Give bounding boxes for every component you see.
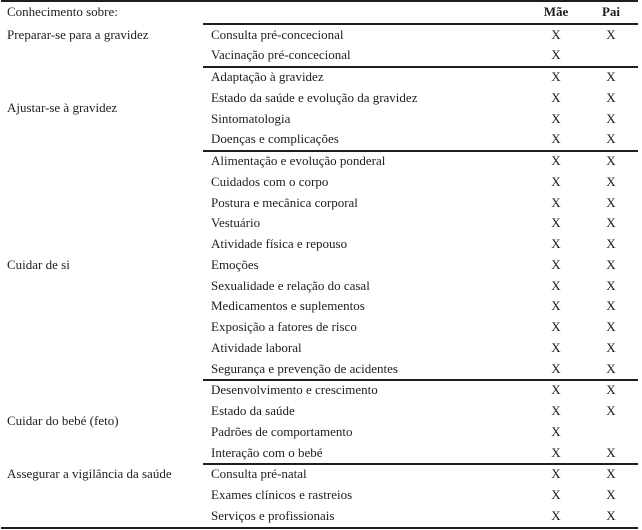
table-row bbox=[0, 45, 642, 66]
topic-cell: Sexualidade e relação do casal bbox=[211, 277, 370, 293]
table-row bbox=[0, 172, 642, 193]
header-row bbox=[0, 2, 642, 23]
topic-cell: Estado da saúde e evolução da gravidez bbox=[211, 89, 418, 105]
pai-mark: X bbox=[606, 26, 616, 42]
topic-cell: Consulta pré-natal bbox=[211, 466, 307, 482]
mae-mark: X bbox=[551, 236, 561, 251]
table-row bbox=[0, 276, 642, 297]
pai-mark: X bbox=[606, 215, 616, 231]
pai-mark: X bbox=[606, 69, 616, 84]
mae-mark: X bbox=[551, 444, 561, 460]
category-label: Cuidar do bebé (feto) bbox=[7, 413, 119, 429]
pai-mark: X bbox=[606, 319, 616, 334]
pai-mark: X bbox=[606, 403, 616, 418]
topic-cell: Estado da saúde bbox=[211, 403, 295, 418]
topic-cell: Vacinação pré-concecional bbox=[211, 47, 351, 63]
mae-mark: X bbox=[551, 507, 561, 523]
topic-cell: Desenvolvimento e crescimento bbox=[211, 382, 378, 398]
header-label: Conhecimento sobre: bbox=[7, 4, 118, 19]
mae-mark: X bbox=[551, 256, 561, 272]
pai-mark: X bbox=[606, 131, 616, 147]
mae-mark: X bbox=[551, 110, 561, 126]
category-label: Assegurar a vigilância da saúde bbox=[7, 466, 172, 482]
topic-cell: Exposição a fatores de risco bbox=[211, 319, 357, 334]
topic-cell: Cuidados com o corpo bbox=[211, 173, 329, 189]
pai-mark: X bbox=[606, 173, 616, 189]
table-row bbox=[0, 380, 642, 401]
mae-mark: X bbox=[551, 466, 561, 482]
category-label: Ajustar-se à gravidez bbox=[7, 100, 118, 116]
mae-mark: X bbox=[551, 360, 561, 376]
mae-mark: X bbox=[551, 69, 561, 84]
category-row bbox=[0, 255, 200, 276]
mae-mark: X bbox=[551, 277, 561, 293]
mae-mark: X bbox=[551, 131, 561, 147]
table-row bbox=[0, 151, 642, 172]
pai-mark: X bbox=[606, 382, 616, 398]
topic-cell: Atividade física e repouso bbox=[211, 236, 348, 251]
pai-mark: X bbox=[606, 298, 616, 314]
topic-cell: Doenças e complicações bbox=[211, 131, 339, 147]
mae-mark: X bbox=[551, 215, 561, 231]
topic-cell: Exames clínicos e rastreios bbox=[211, 487, 353, 502]
mae-mark: X bbox=[551, 89, 561, 105]
category-label: Cuidar de si bbox=[7, 256, 70, 272]
mae-mark: X bbox=[551, 47, 561, 63]
table-row bbox=[0, 485, 642, 506]
topic-cell: Postura e mecânica corporal bbox=[211, 194, 358, 210]
mae-mark: X bbox=[551, 319, 561, 334]
category-row bbox=[0, 464, 200, 485]
header-col-mae: Mãe bbox=[543, 4, 569, 19]
table-row bbox=[0, 359, 642, 380]
category-label: Preparar-se para a gravidez bbox=[7, 26, 149, 42]
pai-mark: X bbox=[606, 110, 616, 126]
pai-mark: X bbox=[606, 360, 616, 376]
topic-cell: Padrões de comportamento bbox=[211, 423, 353, 439]
table-row bbox=[0, 234, 642, 255]
mae-mark: X bbox=[551, 339, 561, 355]
pai-mark: X bbox=[606, 466, 616, 482]
pai-mark: X bbox=[606, 89, 616, 105]
pai-mark: X bbox=[606, 236, 616, 251]
topic-cell: Consulta pré-concecional bbox=[211, 26, 344, 42]
topic-cell: Medicamentos e suplementos bbox=[211, 298, 365, 314]
mae-mark: X bbox=[551, 403, 561, 418]
pai-mark: X bbox=[606, 339, 616, 355]
category-row bbox=[0, 25, 200, 46]
topic-cell: Alimentação e evolução ponderal bbox=[211, 153, 386, 168]
mae-mark: X bbox=[551, 487, 561, 502]
mae-mark: X bbox=[551, 153, 561, 168]
pai-mark: X bbox=[606, 507, 616, 523]
pai-mark: X bbox=[606, 487, 616, 502]
topic-cell: Atividade laboral bbox=[211, 339, 302, 355]
topic-cell: Adaptação à gravidez bbox=[211, 69, 324, 84]
table-row bbox=[0, 193, 642, 214]
topic-cell: Emoções bbox=[211, 256, 259, 272]
mae-mark: X bbox=[551, 423, 561, 439]
pai-mark: X bbox=[606, 444, 616, 460]
table-row bbox=[0, 213, 642, 234]
mae-mark: X bbox=[551, 26, 561, 42]
topic-cell: Serviços e profissionais bbox=[211, 507, 335, 523]
table-row bbox=[0, 506, 642, 527]
table-bottom-rule bbox=[1, 527, 638, 529]
header-col-pai: Pai bbox=[601, 4, 621, 19]
mae-mark: X bbox=[551, 173, 561, 189]
table-row bbox=[0, 129, 642, 150]
topic-cell: Sintomatologia bbox=[211, 110, 291, 126]
pai-mark: X bbox=[606, 256, 616, 272]
table-row bbox=[0, 338, 642, 359]
table-row bbox=[0, 296, 642, 317]
pai-mark: X bbox=[606, 277, 616, 293]
table-row bbox=[0, 443, 642, 464]
category-row bbox=[0, 411, 200, 432]
mae-mark: X bbox=[551, 382, 561, 398]
mae-mark: X bbox=[551, 298, 561, 314]
table-row bbox=[0, 67, 642, 88]
mae-mark: X bbox=[551, 194, 561, 210]
topic-cell: Vestuário bbox=[211, 215, 261, 231]
topic-cell: Interação com o bebé bbox=[211, 444, 323, 460]
table-row bbox=[0, 317, 642, 338]
category-row bbox=[0, 98, 200, 119]
pai-mark: X bbox=[606, 153, 616, 168]
topic-cell: Segurança e prevenção de acidentes bbox=[211, 360, 398, 376]
pai-mark: X bbox=[606, 194, 616, 210]
